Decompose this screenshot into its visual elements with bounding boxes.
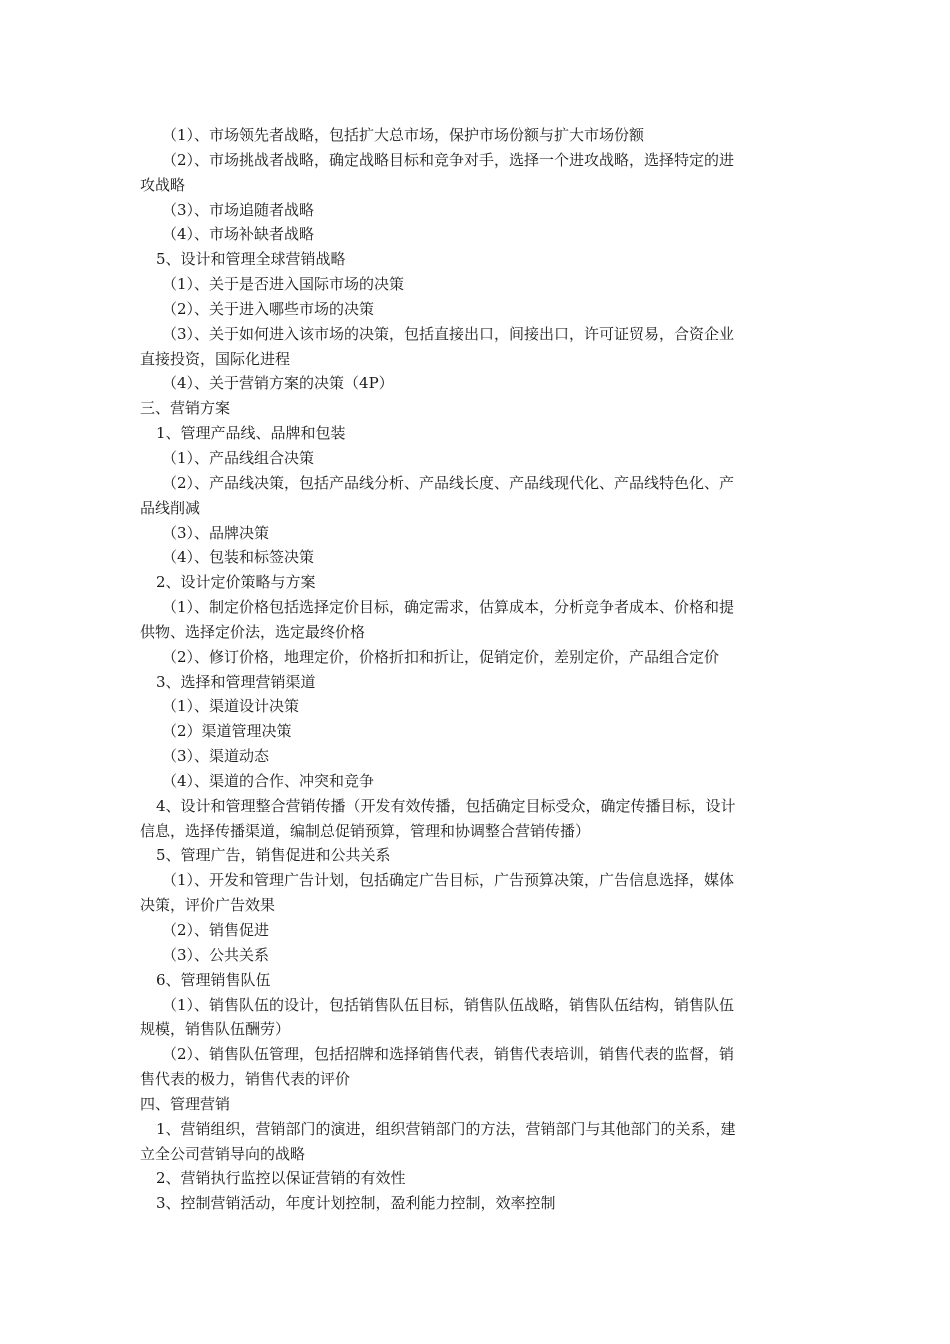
text-line: （1）、渠道设计决策 — [162, 697, 300, 716]
text-line: （2）渠道管理决策 — [162, 722, 292, 741]
text-line: （4）、包装和标签决策 — [162, 548, 315, 567]
text-line: 5、管理广告，销售促进和公共关系 — [156, 846, 391, 865]
text-line: 3、选择和管理营销渠道 — [156, 672, 316, 691]
text-line: （2）、产品线决策，包括产品线分析、产品线长度、产品线现代化、产品线特色化、产 — [162, 473, 735, 492]
text-line: 决策，评价广告效果 — [140, 896, 276, 915]
text-line: （2）、关于进入哪些市场的决策 — [162, 299, 375, 318]
text-line: 立全公司营销导向的战略 — [140, 1144, 306, 1163]
text-line: 品线削减 — [140, 498, 201, 517]
text-line: （1）、制定价格包括选择定价目标，确定需求，估算成本，分析竞争者成本、价格和提 — [162, 598, 735, 617]
text-line: （1）、产品线组合决策 — [162, 448, 315, 467]
text-line: （2）、销售队伍管理，包括招牌和选择销售代表，销售代表培训，销售代表的监督，销 — [162, 1045, 735, 1064]
text-line: 四、管理营销 — [140, 1094, 231, 1113]
text-line: 供物、选择定价法，选定最终价格 — [140, 622, 366, 641]
text-line: （2）、销售促进 — [162, 921, 270, 939]
text-line: （2）、修订价格，地理定价，价格折扣和折让，促销定价，差别定价，产品组合定价 — [162, 647, 720, 666]
text-line: 2、设计定价策略与方案 — [156, 573, 316, 592]
text-line: 1、营销组织，营销部门的演进，组织营销部门的方法，营销部门与其他部门的关系，建 — [156, 1119, 736, 1138]
text-line: 3、控制营销活动，年度计划控制，盈利能力控制，效率控制 — [156, 1194, 556, 1213]
text-line: （1）、关于是否进入国际市场的决策 — [162, 275, 405, 294]
text-line: （1）、市场领先者战略，包括扩大总市场，保护市场份额与扩大市场份额 — [162, 126, 645, 144]
text-line: （4）、关于营销方案的决策（4P） — [162, 374, 394, 393]
text-line: （3）、关于如何进入该市场的决策，包括直接出口，间接出口，许可证贸易，合资企业 — [162, 324, 735, 343]
text-line: 三、营销方案 — [140, 399, 231, 418]
text-line: 直接投资，国际化进程 — [140, 349, 291, 368]
text-line: （4）、渠道的合作、冲突和竞争 — [162, 771, 375, 790]
text-line: 信息，选择传播渠道，编制总促销预算，管理和协调整合营销传播） — [140, 821, 591, 840]
text-line: （1）、开发和管理广告计划，包括确定广告目标，广告预算决策，广告信息选择，媒体 — [162, 871, 735, 890]
text-line: 规模，销售队伍酬劳） — [140, 1020, 291, 1039]
text-line: 1、管理产品线、品牌和包装 — [156, 424, 346, 443]
text-line: （3）、公共关系 — [162, 945, 270, 964]
text-line: （3）、渠道动态 — [162, 747, 270, 766]
text-line: 2、营销执行监控以保证营销的有效性 — [156, 1169, 406, 1188]
text-line: 5、设计和管理全球营销战略 — [156, 250, 346, 269]
text-line: （1）、销售队伍的设计，包括销售队伍目标，销售队伍战略，销售队伍结构，销售队伍 — [162, 995, 735, 1014]
text-line: 6、管理销售队伍 — [156, 970, 271, 989]
text-line: 4、设计和管理整合营销传播（开发有效传播，包括确定目标受众，确定传播目标，设计 — [156, 796, 736, 815]
text-line: 售代表的极力，销售代表的评价 — [140, 1070, 351, 1089]
text-line: （4）、市场补缺者战略 — [162, 225, 315, 244]
text-line: （3）、市场追随者战略 — [162, 200, 315, 219]
text-line: 攻战略 — [140, 175, 186, 194]
text-line: （3）、品牌决策 — [162, 523, 270, 542]
document-body — [140, 123, 812, 1216]
text-line: （2）、市场挑战者战略，确定战略目标和竞争对手，选择一个进攻战略，选择特定的进 — [162, 150, 735, 169]
